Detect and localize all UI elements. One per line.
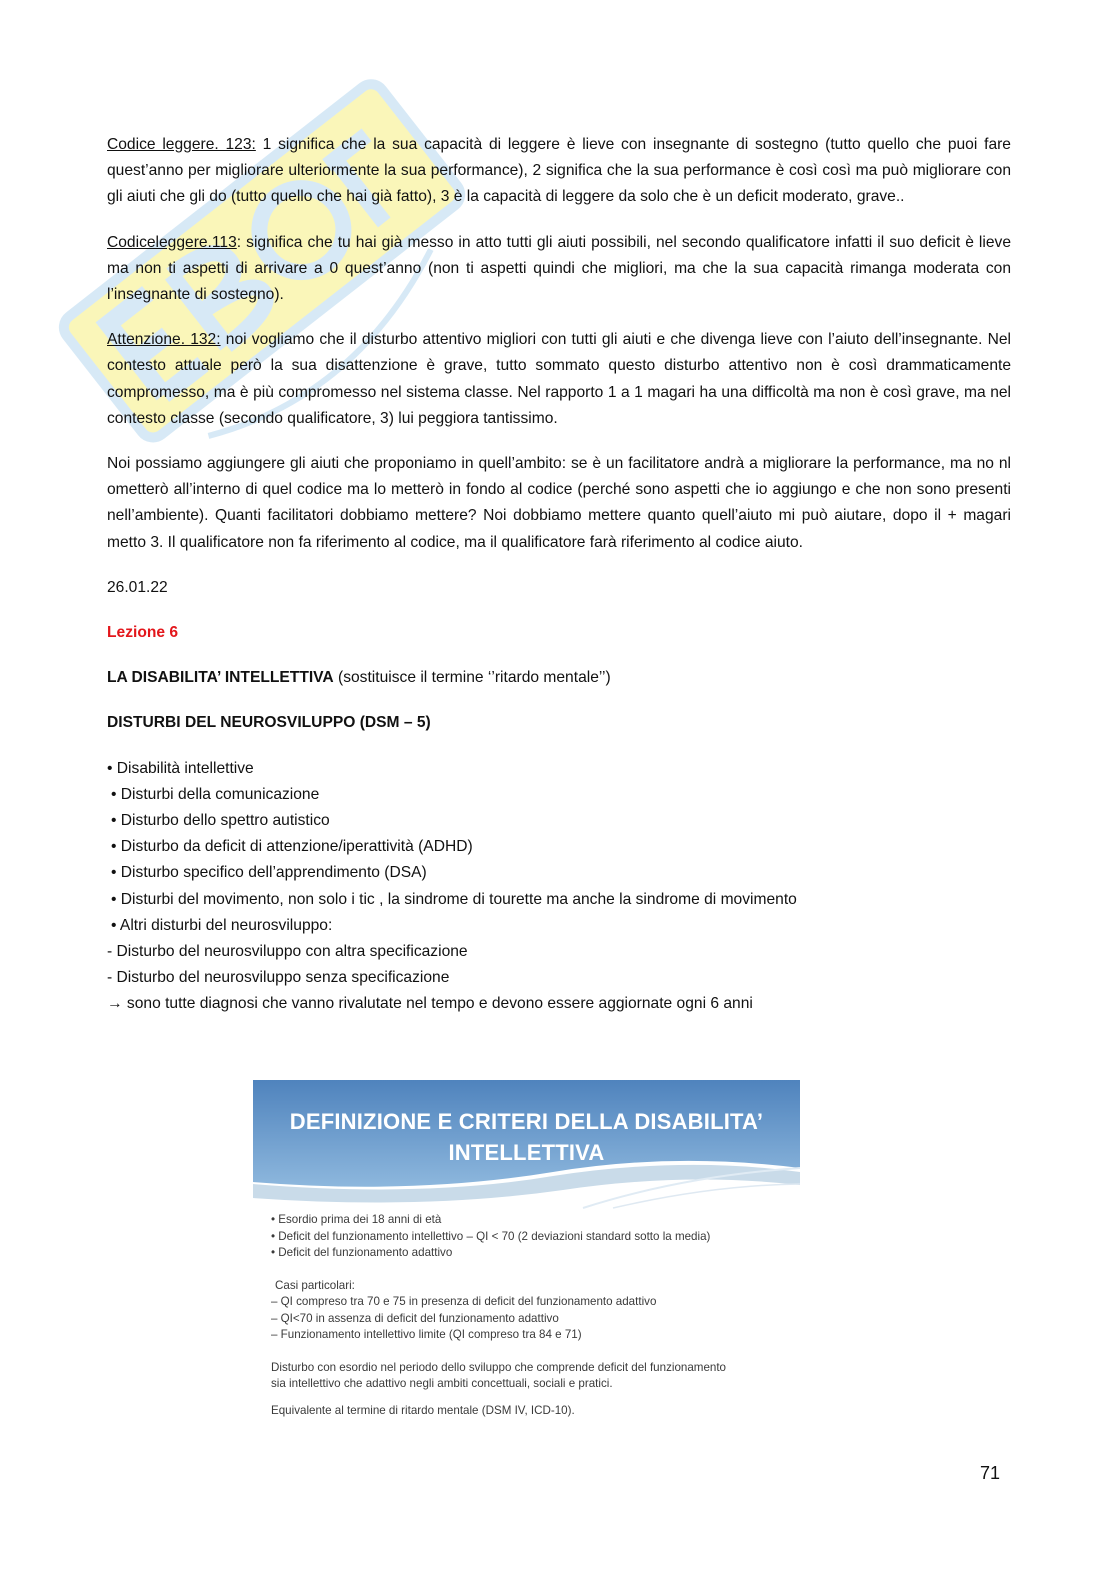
list-item: • Disturbo da deficit di attenzione/iperattività (ADHD)	[111, 838, 473, 856]
disorders-list	[107, 756, 1011, 992]
section-heading-disabilita	[107, 665, 1011, 691]
list-item: - Disturbo del neurosviluppo con altra specificazione	[107, 943, 468, 961]
list-item: - Disturbo del neurosviluppo senza specificazione	[107, 969, 450, 987]
slide-title-line: DEFINIZIONE E CRITERI DELLA DISABILITA’	[289, 1109, 764, 1134]
code-label: Codice leggere. 123:	[107, 136, 256, 153]
list-item: • Altri disturbi del neurosviluppo:	[111, 916, 333, 934]
slide-body	[271, 1212, 791, 1419]
section-heading-neurosviluppo: DISTURBI DEL NEUROSVILUPPO (DSM – 5)	[107, 714, 431, 732]
slide-special-cases-title: Casi particolari:	[275, 1278, 355, 1292]
slide-image	[253, 1080, 800, 1436]
slide-special-case: – QI compreso tra 70 e 75 in presenza di deficit del funzionamento adattivo	[271, 1295, 657, 1308]
paragraph-text: noi vogliamo che il disturbo attentivo migliori con tutti gli aiuti e che divenga lieve con l’aiuto dell’insegnante. Nel contesto attuale però la sua disattenzione è grave, tutto sommato questo disturbo attentivo non è così drammaticamente compromesso, ma è più compromesso nel sistema classe. Nel rapporto 1 a 1 magari ha una difficoltà ma non è così grave, ma nel contesto classe (secondo qualificatore, 3) lui peggiora tantissimo.	[107, 331, 1011, 427]
page-number: 71	[980, 1463, 1001, 1483]
slide-definition-line: Disturbo con esordio nel periodo dello sviluppo che comprende deficit del funzionamento	[271, 1360, 727, 1374]
paragraph-attenzione-132	[107, 327, 1011, 432]
lesson-title: Lezione 6	[107, 624, 179, 642]
slide-special-case: – QI<70 in assenza di deficit del funzionamento adattivo	[271, 1311, 559, 1325]
lesson-date: 26.01.22	[107, 578, 168, 596]
list-item: • Disturbi della comunicazione	[111, 785, 320, 803]
list-item: • Disabilità intellettive	[107, 759, 254, 777]
slide-criterion: • Deficit del funzionamento intellettivo – QI < 70 (2 deviazioni standard sotto la media)	[271, 1229, 711, 1243]
paragraph-codice-leggere-113	[107, 230, 1011, 309]
paragraph-text: : significa che tu hai già messo in atto tutti gli aiuti possibili, nel secondo qualificatore infatti il suo deficit è lieve ma non ti aspetti di arrivare a 0 quest’anno (non ti aspetti quindi che migliori, ma che la sua capacità rimanga moderata con l’insegnante di sostegno).	[107, 233, 1011, 304]
slide-criterion: • Deficit del funzionamento adattivo	[271, 1246, 453, 1259]
slide-title-line: INTELLETTIVA	[448, 1140, 605, 1165]
conclusion-note: → sono tutte diagnosi che vanno rivalutate nel tempo e devono essere aggiornate ogni 6 anni	[107, 995, 753, 1013]
slide-title	[253, 1106, 800, 1168]
slide-special-cases-list	[271, 1294, 791, 1344]
slide-criteria-list	[271, 1212, 791, 1262]
slide-criterion: • Esordio prima dei 18 anni di età	[271, 1213, 442, 1226]
paragraph-codice-leggere-123	[107, 132, 1011, 211]
list-item: • Disturbo dello spettro autistico	[111, 812, 330, 830]
code-label: Attenzione. 132:	[107, 331, 221, 349]
paragraph-text: 1 significa che la sua capacità di leggere è lieve con insegnante di sostegno (tutto quello che puoi fare quest’anno per migliorare ulteriormente la sua performance), 2 significa che la sua performance è così così ma può migliorare con gli aiuti che gli do (tutto quello che hai già fatto), 3 è la capacità di leggere da solo che è un deficit moderato, grave..	[107, 136, 1011, 206]
slide-special-case: – Funzionamento intellettivo limite (QI compreso tra 84 e 71)	[271, 1328, 582, 1341]
slide-equivalence: Equivalente al termine di ritardo mentale (DSM IV, ICD-10).	[271, 1403, 575, 1417]
list-item: • Disturbo specifico dell’apprendimento (DSA)	[111, 864, 427, 882]
code-label: Codiceleggere.113	[107, 233, 237, 251]
heading-bold: LA DISABILITA’ INTELLETTIVA	[107, 669, 334, 687]
slide-definition-line: sia intellettivo che adattivo negli ambiti concettuali, sociali e pratici.	[271, 1377, 613, 1390]
paragraph-facilitatori: Noi possiamo aggiungere gli aiuti che proponiamo in quell’ambito: se è un facilitatore andrà a migliorare la performance, ma no nl ometterò all’interno di quel codice ma lo metterò in fondo al codice (perché sono aspetti che io aggiungo e che non sono presenti nell’ambiente). Quanti facilitatori dobbiamo mettere? Noi dobbiamo mettere quanto quell’aiuto mi può aiutare, dopo il + magari metto 3. Il qualificatore non fa riferimento al codice, ma il qualificatore farà riferimento al codice aiuto.	[107, 455, 1011, 551]
document-body	[107, 132, 1011, 1037]
list-item: • Disturbi del movimento, non solo i tic , la sindrome di tourette ma anche la sindrome di movimento	[111, 890, 797, 908]
heading-note: (sostituisce il termine ‘’ritardo mentale’’)	[333, 669, 611, 687]
